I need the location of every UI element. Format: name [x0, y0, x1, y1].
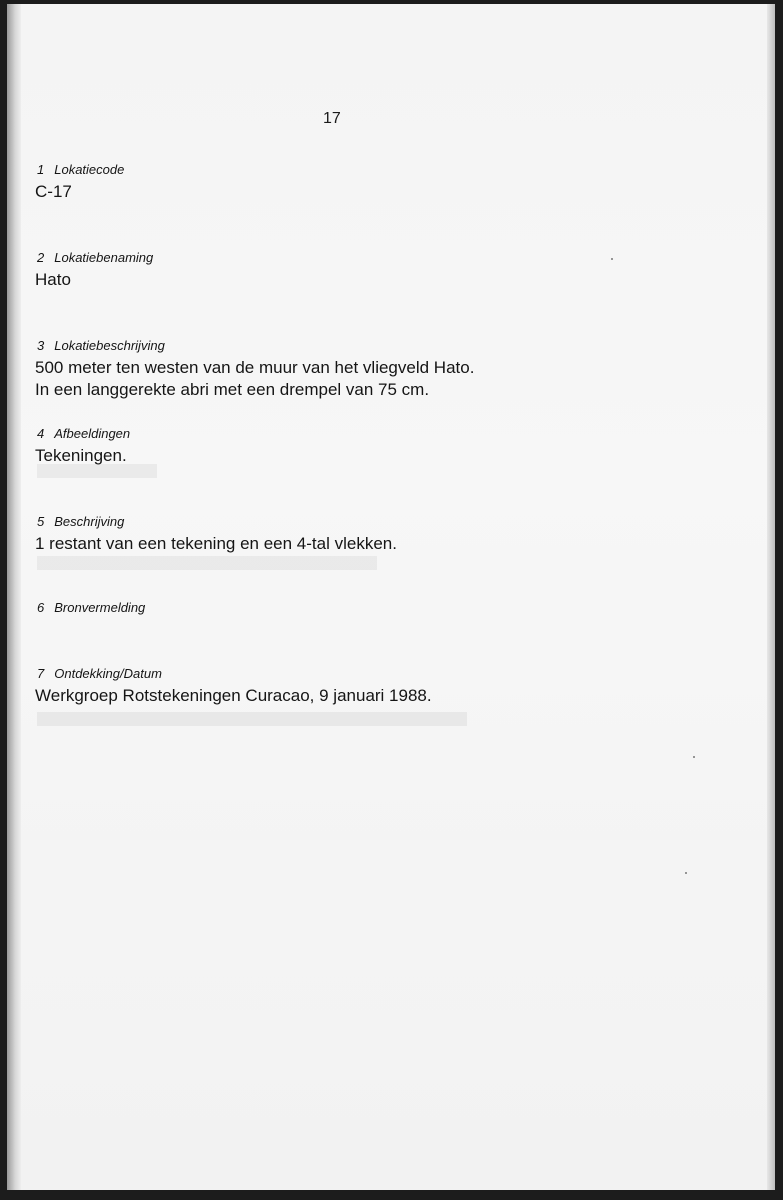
field-value: Werkgroep Rotstekeningen Curacao, 9 januari 1988.: [35, 686, 432, 705]
field-number: 7: [37, 666, 45, 681]
field-label-text: Lokatiecode: [54, 162, 125, 177]
field-ontdekking-datum: [35, 666, 432, 707]
field-label: [35, 514, 397, 529]
page-binding-shadow: [7, 4, 21, 1190]
show-through-smudge: [37, 712, 467, 726]
field-value: 1 restant van een tekening en een 4-tal vlekken.: [35, 534, 397, 553]
field-number: 3: [37, 338, 45, 353]
field-value-line: In een langgerekte abri met een drempel van 75 cm.: [35, 380, 430, 399]
field-afbeeldingen: [35, 426, 130, 467]
field-label: [35, 426, 130, 441]
field-number: 2: [37, 250, 45, 265]
show-through-smudge: [37, 556, 377, 570]
field-number: 1: [37, 162, 45, 177]
field-value: Tekeningen.: [35, 446, 127, 465]
page-edge-shadow: [767, 4, 775, 1190]
field-label: [35, 162, 124, 177]
field-value: C-17: [35, 182, 72, 201]
field-label: [35, 250, 153, 265]
field-label-text: Afbeeldingen: [54, 426, 131, 441]
field-number: 5: [37, 514, 45, 529]
field-label: [35, 600, 145, 615]
field-bronvermelding: [35, 600, 145, 619]
field-value: Hato: [35, 270, 71, 289]
field-number: 6: [37, 600, 45, 615]
field-label-text: Lokatiebeschrijving: [54, 338, 165, 353]
field-number: 4: [37, 426, 45, 441]
field-label-text: Ontdekking/Datum: [54, 666, 162, 681]
field-lokatiebenaming: [35, 250, 153, 291]
paper-speck: [611, 258, 613, 260]
field-value-line: 500 meter ten westen van de muur van het vliegveld Hato.: [35, 358, 475, 377]
paper-speck: [685, 872, 687, 874]
field-label-text: Beschrijving: [54, 514, 125, 529]
field-label: [35, 338, 474, 353]
paper-speck: [693, 756, 695, 758]
field-label-text: Bronvermelding: [54, 600, 146, 615]
field-lokatiecode: [35, 162, 124, 203]
field-label: [35, 666, 432, 681]
field-beschrijving: [35, 514, 397, 555]
field-lokatiebeschrijving: [35, 338, 474, 401]
document-page: [7, 4, 775, 1190]
page-number: 17: [323, 110, 341, 127]
field-label-text: Lokatiebenaming: [54, 250, 154, 265]
